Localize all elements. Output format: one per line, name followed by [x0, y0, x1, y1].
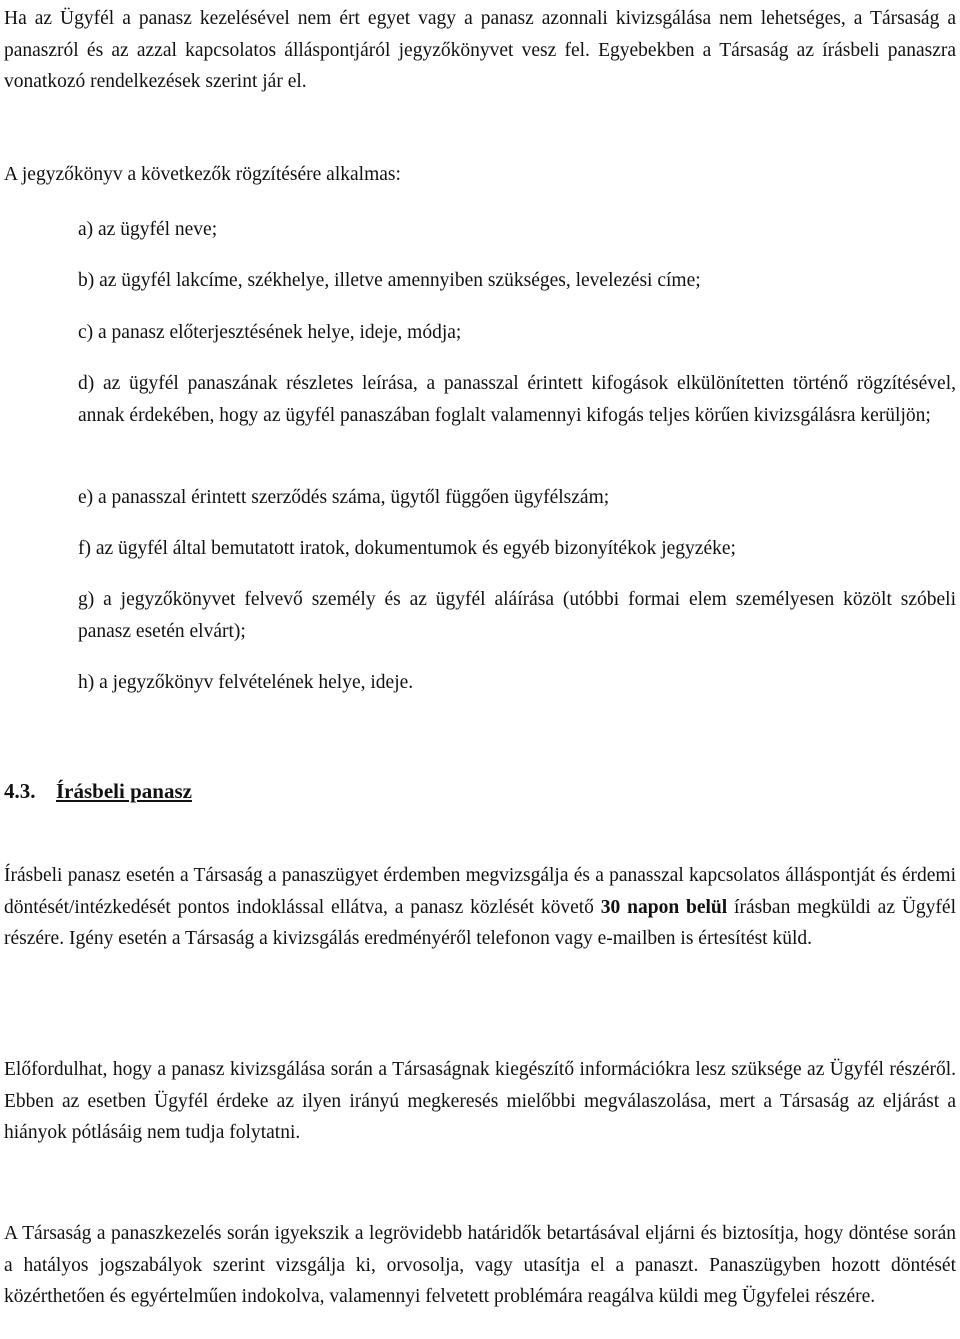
- protocol-item-a: a) az ügyfél neve;: [78, 219, 218, 240]
- written-paragraph-3: A Társaság a panaszkezelés során igyekszik a legrövidebb határidők betartásával eljárni és biztosítja, hogy döntése során a hatályos jogszabályok szerint vizsgálja ki, orvosolja, vagy utasítja el a panaszt. Panaszügyben hozott döntését közérthetően és egyértelműen indokolva, valamennyi felvetett problémára reagálva küldi meg Ügyfelei részére.: [4, 1223, 956, 1307]
- protocol-item-f: f) az ügyfél által bemutatott iratok, dokumentumok és egyéb bizonyítékok jegyzéke;: [78, 538, 736, 559]
- written-paragraph-2: Előfordulhat, hogy a panasz kivizsgálása során a Társaságnak kiegészítő információkra lesz szüksége az Ügyfél részéről. Ebben az esetben Ügyfél érdeke az ilyen irányú megkeresés mielőbbi megválaszolása, mert a Társaság az eljárást a hiányok pótlásáig nem tudja folytatni.: [4, 1059, 956, 1143]
- protocol-item-c: c) a panasz előterjesztésének helye, ideje, módja;: [78, 322, 462, 343]
- section-heading: [4, 777, 956, 805]
- protocol-item-h: h) a jegyzőkönyv felvételének helye, ideje.: [78, 672, 414, 693]
- protocol-item-d: d) az ügyfél panaszának részletes leírása, a panasszal érintett kifogások elkülönítetten történő rögzítésével, annak érdekében, hogy az ügyfél panaszában foglalt valamennyi kifogás teljes körűen kivizsgálásra kerüljön;: [78, 373, 956, 426]
- section-title: Írásbeli panasz: [56, 779, 192, 803]
- written-p1-text-end: írásban megküldi az Ügyfél részére. Igény esetén a Társaság a kivizsgálás eredményéről telefonon vagy e-mailben is értesítést küld.: [4, 896, 956, 949]
- protocol-item-b: b) az ügyfél lakcíme, székhelye, illetve amennyiben szükséges, levelezési címe;: [78, 270, 701, 291]
- protocol-item-e: e) a panasszal érintett szerződés száma, ügytől függően ügyfélszám;: [78, 487, 610, 508]
- section-number: 4.3.: [4, 779, 36, 803]
- written-paragraph-1: [4, 860, 956, 955]
- protocol-item-g: g) a jegyzőkönyvet felvevő személy és az ügyfél aláírása (utóbbi formai elem személyesen közölt szóbeli panasz esetén elvárt);: [78, 589, 956, 642]
- intro-paragraph: Ha az Ügyfél a panasz kezelésével nem ért egyet vagy a panasz azonnali kivizsgálása nem lehetséges, a Társaság a panaszról és az azzal kapcsolatos álláspontjáról jegyzőkönyvet vesz fel. Egyebekben a Társaság az írásbeli panaszra vonatkozó rendelkezések szerint jár el.: [4, 8, 956, 92]
- written-p1-text-start: Írásbeli panasz esetén a Társaság a panaszügyet érdemben megvizsgálja és a panasszal kapcsolatos álláspontját és érdemi döntését/intézkedését pontos indoklással ellátva, a panasz közlését követő: [4, 865, 956, 918]
- deadline-emphasis: 30 napon belül: [600, 896, 728, 918]
- protocol-lead: A jegyzőkönyv a következők rögzítésére alkalmas:: [4, 164, 401, 185]
